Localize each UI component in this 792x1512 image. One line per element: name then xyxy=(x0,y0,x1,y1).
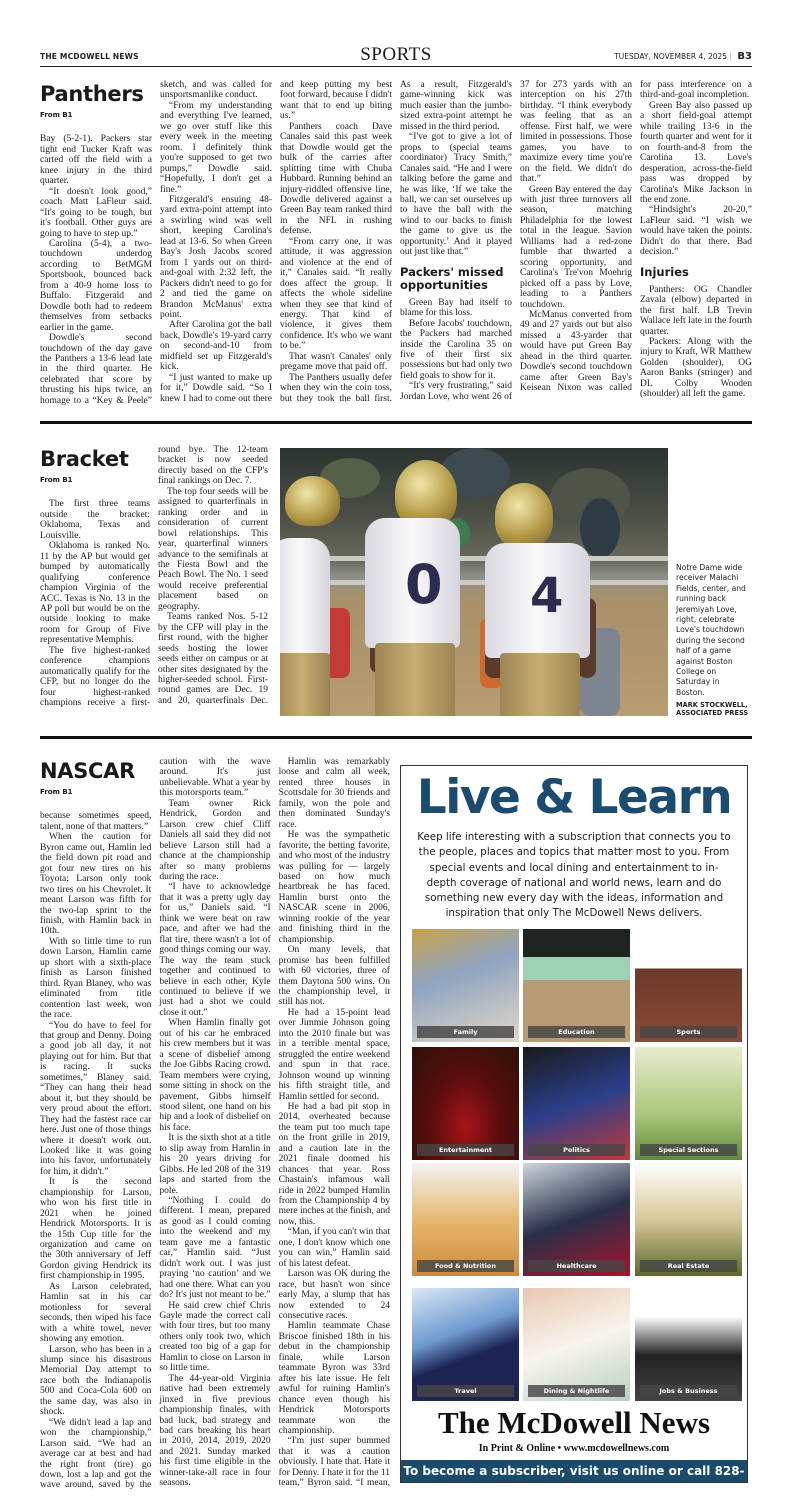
paragraph: Panthers coach Dave Canales said this past week that Dowdle would get the bulk of the carries after splitting time with Chuba Hubbard. Running behind an injury-riddled offensive line, Dowdle delivered against a Green Bay team ranked third in the NFL in rushing defense. xyxy=(280,121,392,237)
paragraph: “I have to acknowledge that it was a pretty ugly day for us,” Daniels said. “I think we were beat on raw pace, and after we had the flat tire, there wasn't a lot of good things coming our way. The way the team stuck together and continued to believe in each other, Kyle continued to believe if we just had a shot we could close it out.” xyxy=(159,882,271,1018)
ad-tile xyxy=(635,1047,742,1160)
header-rule xyxy=(40,66,752,67)
ad-tagline: In Print & Online • www.mcdowellnews.com xyxy=(478,1443,670,1454)
paragraph: “I just wanted to make up for it,” Dowdle said. “So I knew I had to come out there and keep putting my best foot forward, because I didn't want that to end up biting us.” xyxy=(160,80,392,404)
ad-tile-label: Healthcare xyxy=(528,1260,625,1272)
story-headline: Panthers xyxy=(40,82,144,106)
ad-tile xyxy=(523,1288,630,1401)
ad-tile-label: Family xyxy=(417,1026,514,1038)
paragraph: As Larson celebrated, Hamlin sat in his car motionless for several seconds, then wiped his face with a white towel, never showing any emotion. xyxy=(40,1281,152,1345)
paragraph: The 44-year-old Virginia native had been extremely jinxed in five previous championship finales, with bad luck, bad strategy and bad cars breaking his heart in 2010, 2014, 2019, 2020 and 2021. Sunday marked his first time eligible in the winner-take-all race in four seasons. xyxy=(159,1373,271,1489)
ad-tile-label: Special Sections xyxy=(640,1144,737,1156)
ad-tile-label: Jobs & Business xyxy=(640,1385,737,1397)
paragraph: Dowdle's second touchdown of the day gave the Panthers a 13-6 lead late in the third quarter. He celebrated that score by thrusting his hips twice, an homage to a “Key & Peele” sketch, and was called for unsportsmanlike conduct. xyxy=(40,80,272,406)
story-headline: Bracket xyxy=(40,447,129,471)
nascar-story xyxy=(40,757,390,1492)
paragraph: “I'm just super bummed that it was a caution obviously. I hate that. Hate it for Denny. I hate it for the 11 team,” Byron said. “I mean, xyxy=(278,1436,390,1489)
ad-tile xyxy=(523,1163,630,1276)
paragraph: He had a 15-point lead over Jimmie Johnson going into the 2010 finale but was in a terrible mental space, struggled the entire weekend and spun in that race. Johnson wound up winning his fifth straight title, and Hamlin settled for second. xyxy=(278,1007,390,1102)
paragraph: Panthers: OG Chandler Zavala (elbow) departed in the first half. LB Trevin Wallace left late in the fourth quarter. xyxy=(640,284,752,337)
photo-credit: MARK STOCKWELL, ASSOCIATED PRESS xyxy=(676,701,749,718)
paragraph: “From my understanding and everything I've learned, we go over stuff like this every week in the meeting room. I definitely think you're supposed to get two pumps,” Dowdle said. “Hopefully, I don't get a fine.” xyxy=(160,100,272,195)
paragraph: On many levels, that promise has been fulfilled with 60 victories, three of them Daytona 500 wins. On the championship level, it still has not. xyxy=(278,945,390,1008)
paragraph: With so little time to run down Larson, Hamlin came up short with a sixth-place finish as Larson finished third. Ryan Blaney, who was eliminated from title contention last week, won the race. xyxy=(40,936,152,1021)
paper-name: THE MCDOWELL NEWS xyxy=(40,52,139,61)
ad-tile-label: Entertainment xyxy=(417,1144,514,1156)
ad-tile xyxy=(635,1163,742,1276)
paragraph: The first three teams outside the bracket: Oklahoma, Texas and Louisville. xyxy=(40,499,150,541)
paragraph: Hamlin was remarkably loose and calm all week, rented three houses in Scottsdale for 30 friends and family, won the pole and then dominated Sunday's race. xyxy=(278,757,390,830)
paragraph: Bay (5-2-1). Packers star tight end Tucker Kraft was carted off the field with a knee injury in the third quarter. xyxy=(40,134,152,187)
panthers-story xyxy=(40,80,752,412)
ad-tile-label: Sports xyxy=(640,1026,737,1038)
ad-tile xyxy=(412,1047,519,1160)
subscribe-cta[interactable]: To become a subscriber, visit us online or call 828-559-4043. xyxy=(401,1460,747,1482)
newspaper-logo: The McDowell News xyxy=(437,1405,711,1440)
section-divider xyxy=(40,736,752,739)
jump-line: From B1 xyxy=(40,788,73,796)
section-divider xyxy=(40,421,752,424)
paragraph: The five highest-ranked conference champions automatically qualify for the CFP, but no longer do the four highest-ranked champions receive a first-round bye. The 12-team bracket is now seeded directly based on the CFP's final rankings on Dec. 7. xyxy=(40,445,268,709)
paragraph: “Man, if you can't win that one, I don't know which one you can win,” Hamlin said of his latest defeat. xyxy=(278,1227,390,1269)
issue-date: TUESDAY, NOVEMBER 4, 2025 xyxy=(614,52,728,61)
football-photo xyxy=(280,448,668,716)
page-number: B3 xyxy=(737,51,752,62)
ad-tile xyxy=(412,1288,519,1401)
paragraph: “You do have to feel for that group and Denny. Doing a good job all day, it not playing out for him. But that is racing. It sucks sometimes,” Blaney said. “They can hang their head about it, but they should be very proud about the effort. They had the fastest race car here. Just one of those things where it doesn't work out. Looked like it was going into his favor, unfortunately for him, it didn't.” xyxy=(40,1020,152,1177)
paragraph: “Hindsight's 20-20,” LaFleur said. “I wish we would have taken the points. Didn't do that there. Bad decision.” xyxy=(640,205,752,258)
ad-tile xyxy=(523,929,630,1042)
ad-tile-label: Travel xyxy=(417,1385,514,1397)
paragraph: “We didn't lead a lap and won the championship,” Larson said. “We had an average car at best and had the right front (tire) go down, lost a lap and got the wave around, saved by the caution with the wave around. It's just unbelievable. What a year by this motorsports team.” xyxy=(40,757,271,1491)
paragraph: It is the second championship for Larson, who won his first title in 2021 when he joined Hendrick Motorsports. It is the 15th Cup title for the organization and came on the 30th anniversary of Jeff Gordon giving Hendrick its first championship in 1995. xyxy=(40,1177,152,1282)
paragraph: Larson, who has been in a slump since his disastrous Memorial Day attempt to race both the Indianapolis 500 and Coca-Cola 600 on the same day, was also in shock. xyxy=(40,1344,152,1418)
paragraph: When the caution for Byron came out, Hamlin led the field down pit road and got four new tires on his Toyota; Larson only took two tires on his Chevrolet. It meant Larson was fifth for the two-lap sprint to the finish, with Hamlin back in 10th. xyxy=(40,832,152,937)
ad-tile-label: Food & Nutrition xyxy=(417,1260,514,1272)
paragraph: because sometimes speed, talent, none of that matters.” xyxy=(40,811,152,832)
bracket-story xyxy=(40,445,268,715)
paragraph: “It doesn't look good,” coach Matt LaFleur said. “It's going to be tough, but it's football. Other guys are going to have to step up.” xyxy=(40,186,152,239)
paragraph: The Panthers usually defer when they win the coin toss, but they took the ball first. As a result, Fitzgerald's game-winning kick was much easier than the jumbo-sized extra-point attempt he missed in the third period. xyxy=(280,80,512,404)
story-headline: NASCAR xyxy=(40,759,135,783)
ad-tile xyxy=(635,1288,742,1401)
ad-tile xyxy=(523,1047,630,1160)
paragraph: “It's very frustrating,” said Jordan Love, who went 26 of 37 for 273 yards with an interception on his 27th birthday. “I think everybody was feeling that as an offense. First half, we were limited in possessions. Those games, you have to maximize every time you're on the field. We didn't do that.” xyxy=(400,80,632,402)
paragraph: Green Bay also passed up a short field-goal attempt while trailing 13-6 in the fourth quarter and went for it on fourth-and-8 from the Carolina 13. Love's desperation, across-the-field pass was dropped by Carolina's Mike Jackson in the end zone. xyxy=(640,100,752,205)
ad-tile xyxy=(412,1163,519,1276)
paragraph: McManus converted from 49 and 27 yards out but also missed a 43-yarder that would have put Green Bay ahead in the third quarter. Dowdle's second touchdown came after Green Bay's Keisean Nixon was called for pass interference on a third-and-goal incompletion. xyxy=(520,80,752,394)
date-page: TUESDAY, NOVEMBER 4, 2025 | B3 xyxy=(614,51,752,62)
paragraph: After Carolina got the ball back, Dowdle's 19-yard carry on second-and-10 from midfield set up Fitzgerald's kick. xyxy=(160,320,272,373)
section-name: SPORTS xyxy=(360,44,432,65)
photo-caption xyxy=(676,563,750,717)
jersey-number: 0 xyxy=(405,553,443,616)
ad-body: Keep life interesting with a subscription that connects you to the people, places and topics that matter most to you. From special events and local dining and entertainment to in-depth coverage of national and world news, learn and do something new every day with the ideas, information and inspiration that only The McDowell News delivers. xyxy=(417,831,731,920)
ad-tile-label: Real Estate xyxy=(640,1260,737,1272)
ad-tile-label: Dining & Nightlife xyxy=(528,1385,625,1397)
ad-title: Live & Learn xyxy=(416,770,732,825)
ad-tile xyxy=(635,929,742,1042)
caption-text: Notre Dame wide receiver Malachi Fields, center, and running back Jeremiyah Love, right, celebrate Love's touchdown during the second half of a game against Boston College on Saturday in Boston. xyxy=(676,563,746,697)
paragraph: The top four seeds will be assigned to quarterfinals in ranking order and in consideration of current bowl relationships. This year, quarterfinal winners advance to the semifinals at the Fiesta Bowl and the Peach Bowl. The No. 1 seed would receive preferential placement based on geography. xyxy=(158,486,268,612)
jersey-number: 4 xyxy=(530,568,564,624)
paragraph: Before Jacobs' touchdown, the Packers had marched inside the Carolina 35 on five of their first six possessions but had only two field goals to show for it. xyxy=(400,318,512,381)
paragraph: Green Bay had itself to blame for this loss. xyxy=(400,297,512,319)
jump-line: From B1 xyxy=(40,476,73,484)
paragraph: He had a bad pit stop in 2014, overheated because the team put too much tape on the front grille in 2019, and a caution late in the 2021 finale doomed his chances that year. Ross Chastain's infamous wall ride in 2022 bumped Hamlin from the Championship 4 by mere inches at the finish, and now, this. xyxy=(278,1101,390,1227)
paragraph: Larson was OK during the race, but hasn't won since early May, a slump that has now extended to 24 consecutive races. xyxy=(278,1269,390,1322)
subheadline: Injuries xyxy=(640,264,689,279)
paragraph: “From carry one, it was attitude, it was aggression and violence at the end of it,” Canales said. “It really does affect the group. It affects the whole sideline when they see that kind of energy. That kind of violence, it gives them confidence. It's who we want to be.” xyxy=(280,236,392,352)
paragraph: It is the sixth shot at a title to slip away from Hamlin in his 20 years driving for Gibbs. He led 208 of the 319 laps and started from the pole. xyxy=(159,1133,271,1196)
paragraph: He said crew chief Chris Gayle made the correct call with four tires, but too many others only took two, which created too big of a gap for Hamlin to close on Larson in so little time. xyxy=(159,1300,271,1374)
paragraph: Hamlin teammate Chase Briscoe finished 18th in his debut in the championship finale, while Larson teammate Byron was 33rd after his late issue. He felt awful for ruining Hamlin's chance even though his Hendrick Motorsports teammate won the championship. xyxy=(278,1321,390,1436)
jump-line: From B1 xyxy=(40,111,73,119)
paragraph: Teams ranked Nos. 5-12 by the CFP will play in the first round, with the higher seeds hosting the lower seeds either on campus or at other sites designated by the higher-seeded school. First-round games are Dec. 19 and 20, quarterfinals Dec. xyxy=(158,612,268,706)
paragraph: Team owner Rick Hendrick, Gordon and Larson crew chief Cliff Daniels all said they did not believe Larson still had a chance at the championship after so many problems during the race. xyxy=(159,798,271,882)
subheadline: Packers' missed opportunities xyxy=(400,264,504,292)
paragraph: “I've got to give a lot of props to (special teams coordinator) Tracy Smith,” Canales said. “He and I were talking before the game and he was like, ‘If we take the ball, we can set ourselves up to have the ball with the wind to our backs to finish the game to give us the opportunity.’ And it played out just like that.” xyxy=(400,132,512,258)
ad-tile xyxy=(412,929,519,1042)
subscription-ad[interactable] xyxy=(400,765,748,1500)
paragraph: Green Bay entered the day with just three turnovers all season, matching Philadelphia for the lowest total in the league. Savion Williams had a red-zone fumble that thwarted a scoring opportunity, and Carolina's Tre'von Moehrig picked off a pass by Love, leading to a Panthers touchdown. xyxy=(520,184,632,310)
ad-tile-label: Politics xyxy=(528,1144,625,1156)
paragraph: “Nothing I could do different. I mean, prepared as good as I could coming into the weekend and my team gave me a fantastic car,” Hamlin said. “Just didn't work out. I was just praying ‘no caution’ and we had one there. What can you do? It's just not meant to be.” xyxy=(159,1196,271,1301)
paragraph: Packers: Along with the injury to Kraft, WR Matthew Golden (shoulder), OG Aaron Banks (stringer) and DL Colby Wooden (shoulder) all left the game. xyxy=(640,336,752,400)
paragraph: Carolina (5-4), a two-touchdown underdog according to BetMGM Sportsbook, bounced back from a 40-9 home loss to Buffalo. Fitzgerald and Dowdle both had to redeem themselves from setbacks earlier in the game. xyxy=(40,238,152,333)
paragraph: Oklahoma is ranked No. 11 by the AP but would get bumped by automatically qualifying conference champion Virginia of the ACC. Texas is No. 13 in the AP poll but would be on the outside looking to make room for Group of Five representative Memphis. xyxy=(40,541,150,646)
paragraph: Fitzgerald's ensuing 48-yard extra-point attempt into a swirling wind was well short, keeping Carolina's lead at 13-6. So when Green Bay's Josh Jacobs scored from 1 yards out on third-and-goal with 2:32 left, the Packers didn't need to go for 2 and tied the game on Brandon McManus' extra point. xyxy=(160,194,272,320)
paragraph: When Hamlin finally got out of his car he embraced his crew members but it was a scene of disbelief among the Joe Gibbs Racing crowd. Team members were crying, some sitting in shock on the pavement, Gibbs himself stood silent, one hand on his hip and a look of disbelief on his face. xyxy=(159,1018,271,1133)
paragraph: That wasn't Canales' only pregame move that paid off. xyxy=(280,351,392,373)
ad-tile-label: Education xyxy=(528,1026,625,1038)
paragraph: He was the sympathetic favorite, the betting favorite, and who most of the industry was pulling for — largely based on how much heartbreak he has faced. Hamlin burst onto the NASCAR scene in 2006, winning rookie of the year and finishing third in the championship. xyxy=(278,830,390,945)
